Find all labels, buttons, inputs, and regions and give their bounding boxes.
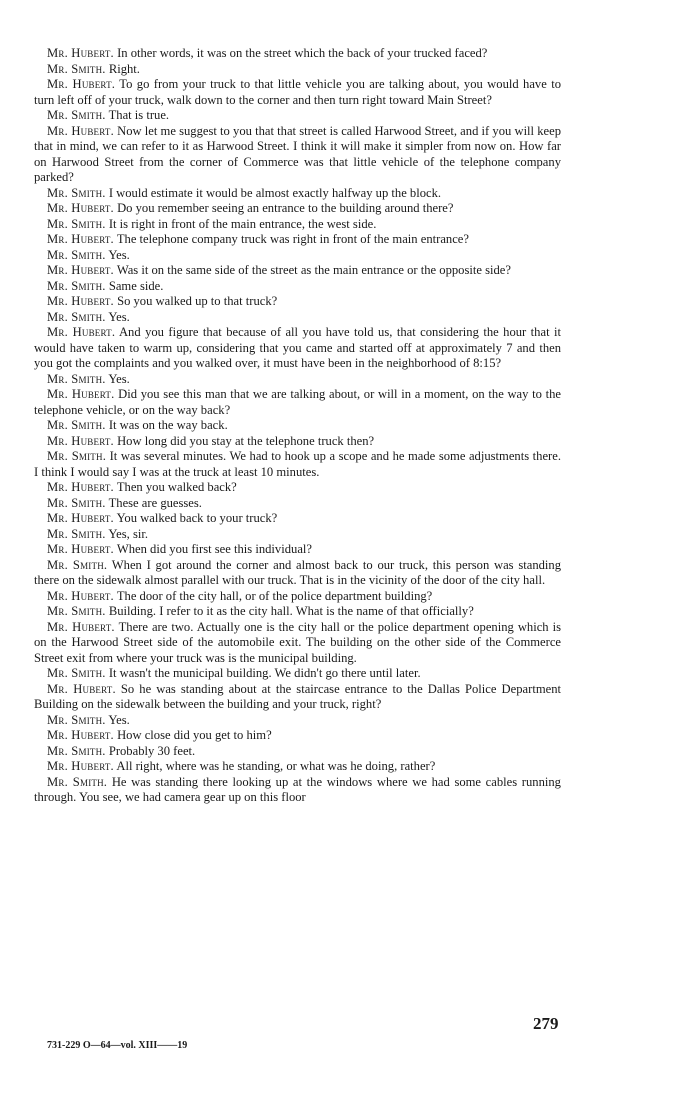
testimony-text: The telephone company truck was right in front of the main entrance? (116, 232, 469, 246)
testimony-text: Then you walked back? (116, 480, 237, 494)
speaker-label: Mr. Smith. (47, 449, 107, 463)
testimony-paragraph (34, 294, 561, 310)
speaker-label: Mr. Smith. (47, 247, 106, 262)
testimony-text: Right. (108, 61, 140, 76)
testimony-paragraph (34, 201, 561, 217)
testimony-paragraph (34, 77, 561, 108)
speaker-label: Mr. Hubert. (47, 294, 114, 308)
testimony-paragraph (34, 449, 561, 480)
speaker-label: Mr. Smith. (47, 712, 106, 727)
speaker-label: Mr. Smith. (47, 108, 106, 122)
speaker-label: Mr. Hubert. (47, 433, 114, 448)
testimony-text: It wasn't the municipal building. We didn't go there until later. (108, 666, 421, 680)
speaker-label: Mr. Hubert. (47, 619, 115, 634)
testimony-text: Yes. (108, 371, 130, 386)
testimony-text: Same side. (108, 278, 164, 293)
testimony-text: It was several minutes. We had to hook up a scope and he made some adjustments there. I think I would say I was at the truck at least 10 minutes. (34, 449, 561, 479)
testimony-paragraph (34, 279, 561, 295)
testimony-paragraph (34, 775, 561, 806)
testimony-text: The door of the city hall, or of the police department building? (116, 588, 433, 603)
testimony-paragraph (34, 511, 561, 527)
testimony-paragraph (34, 682, 561, 713)
speaker-label: Mr. Hubert. (47, 123, 114, 138)
speaker-label: Mr. Smith. (47, 371, 106, 386)
testimony-paragraph (34, 310, 561, 326)
testimony-text: Do you remember seeing an entrance to the building around there? (117, 201, 454, 215)
testimony-text: He was standing there looking up at the windows where we had some cables running through. You see, we had camera gear up on this floor (34, 774, 561, 804)
testimony-paragraph (34, 759, 561, 775)
testimony-text: So he was standing about at the staircase entrance to the Dallas Police Department Building on the sidewalk between the building and your truck, right? (34, 681, 561, 711)
testimony-text: When did you first see this individual? (116, 542, 312, 556)
testimony-text: I would estimate it would be almost exactly halfway up the block. (108, 185, 442, 200)
speaker-label: Mr. Smith. (47, 185, 106, 200)
testimony-paragraph (34, 666, 561, 682)
speaker-label: Mr. Smith. (47, 495, 106, 510)
testimony-paragraph (34, 46, 561, 62)
testimony-paragraph (34, 387, 561, 418)
testimony-paragraph (34, 558, 561, 589)
testimony-text: Was it on the same side of the street as the main entrance or the opposite side? (116, 263, 511, 277)
speaker-label: Mr. Smith. (47, 418, 106, 432)
testimony-text: Yes. (108, 247, 130, 262)
testimony-paragraph (34, 620, 561, 667)
speaker-label: Mr. Hubert. (47, 263, 114, 277)
speaker-label: Mr. Smith. (47, 526, 106, 541)
testimony-paragraph (34, 263, 561, 279)
speaker-label: Mr. Hubert. (47, 232, 114, 246)
testimony-text: It is right in front of the main entrance, the west side. (108, 216, 377, 231)
speaker-label: Mr. Hubert. (47, 201, 114, 215)
speaker-label: Mr. Hubert. (47, 387, 115, 401)
testimony-paragraph (34, 186, 561, 202)
testimony-paragraph (34, 325, 561, 372)
testimony-text: These are guesses. (108, 495, 202, 510)
testimony-text: And you figure that because of all you have told us, that considering the hour that it would have taken to warm up, considering that you came and started off at approximately 7 and then you got the complaints and you walked over, it must have been in the neighborhood of 8:15? (34, 325, 561, 370)
testimony-text: So you walked up to that truck? (117, 294, 278, 308)
testimony-text: Yes. (108, 712, 130, 727)
testimony-text: Did you see this man that we are talking about, or will in a moment, on the way to the telephone vehicle, or on the way back? (34, 387, 562, 417)
testimony-paragraph (34, 372, 561, 388)
testimony-text: Probably 30 feet. (108, 743, 196, 758)
testimony-paragraph (34, 108, 561, 124)
testimony-paragraph (34, 434, 561, 450)
speaker-label: Mr. Hubert. (47, 728, 114, 742)
speaker-label: Mr. Smith. (47, 774, 108, 789)
testimony-paragraph (34, 232, 561, 248)
speaker-label: Mr. Smith. (47, 61, 106, 76)
testimony-paragraph (34, 527, 561, 543)
testimony-paragraph (34, 728, 561, 744)
testimony-text: That is true. (108, 108, 170, 122)
printer-imprint: 731-229 O—64—vol. XIII——19 (47, 1040, 188, 1051)
speaker-label: Mr. Smith. (47, 309, 106, 324)
testimony-paragraph (34, 124, 561, 186)
speaker-label: Mr. Hubert. (47, 681, 116, 696)
speaker-label: Mr. Hubert. (47, 325, 116, 339)
speaker-label: Mr. Smith. (47, 278, 106, 293)
testimony-text: In other words, it was on the street which the back of your trucked faced? (117, 46, 488, 60)
speaker-label: Mr. Hubert. (47, 77, 116, 91)
testimony-text: There are two. Actually one is the city hall or the police department opening which is on the Harwood Street side of the automobile exit. The building on the other side of the Commerce Street exit from where your truck was is the municipal building. (34, 619, 562, 665)
testimony-text: It was on the way back. (108, 418, 228, 432)
testimony-paragraph (34, 480, 561, 496)
speaker-label: Mr. Hubert. (47, 542, 114, 556)
speaker-label: Mr. Hubert. (47, 511, 114, 525)
testimony-text: How long did you stay at the telephone truck then? (117, 433, 375, 448)
testimony-paragraph (34, 713, 561, 729)
speaker-label: Mr. Smith. (47, 216, 106, 231)
testimony-paragraph (34, 542, 561, 558)
speaker-label: Mr. Smith. (47, 604, 106, 618)
speaker-label: Mr. Smith. (47, 557, 108, 572)
speaker-label: Mr. Smith. (47, 666, 106, 680)
page-number: 279 (533, 1014, 559, 1033)
testimony-paragraph (34, 62, 561, 78)
testimony-paragraph (34, 604, 561, 620)
testimony-text: To go from your truck to that little vehicle you are talking about, you would have to turn left off of your truck, walk down to the corner and then turn right toward Main Street? (34, 77, 561, 107)
testimony-paragraph (34, 496, 561, 512)
testimony-text: Building. I refer to it as the city hall. What is the name of that officially? (108, 604, 474, 618)
testimony-text: All right, where was he standing, or what was he doing, rather? (116, 759, 436, 773)
speaker-label: Mr. Hubert. (47, 480, 114, 494)
testimony-text: When I got around the corner and almost back to our truck, this person was standing there on the sidewalk almost parallel with our truck. That is in the vicinity of the door of the city hall. (34, 557, 562, 587)
testimony-paragraph (34, 418, 561, 434)
testimony-paragraph (34, 217, 561, 233)
speaker-label: Mr. Hubert. (47, 759, 114, 773)
testimony-text: You walked back to your truck? (116, 511, 278, 525)
testimony-text: Yes. (108, 309, 130, 324)
speaker-label: Mr. Smith. (47, 743, 106, 758)
speaker-label: Mr. Hubert. (47, 46, 114, 60)
testimony-text: How close did you get to him? (117, 728, 272, 742)
testimony-text: Now let me suggest to you that that street is called Harwood Street, and if you will keep that in mind, we can refer to it as Harwood Street. I think it will make it simpler from now on. How far on Harwood Street from the corner of Commerce was that little vehicle of the telephone company parked? (34, 123, 562, 184)
testimony-paragraph (34, 248, 561, 264)
speaker-label: Mr. Hubert. (47, 588, 114, 603)
testimony-paragraph (34, 744, 561, 760)
testimony-paragraph (34, 589, 561, 605)
transcript-body (34, 46, 561, 806)
testimony-text: Yes, sir. (108, 526, 149, 541)
